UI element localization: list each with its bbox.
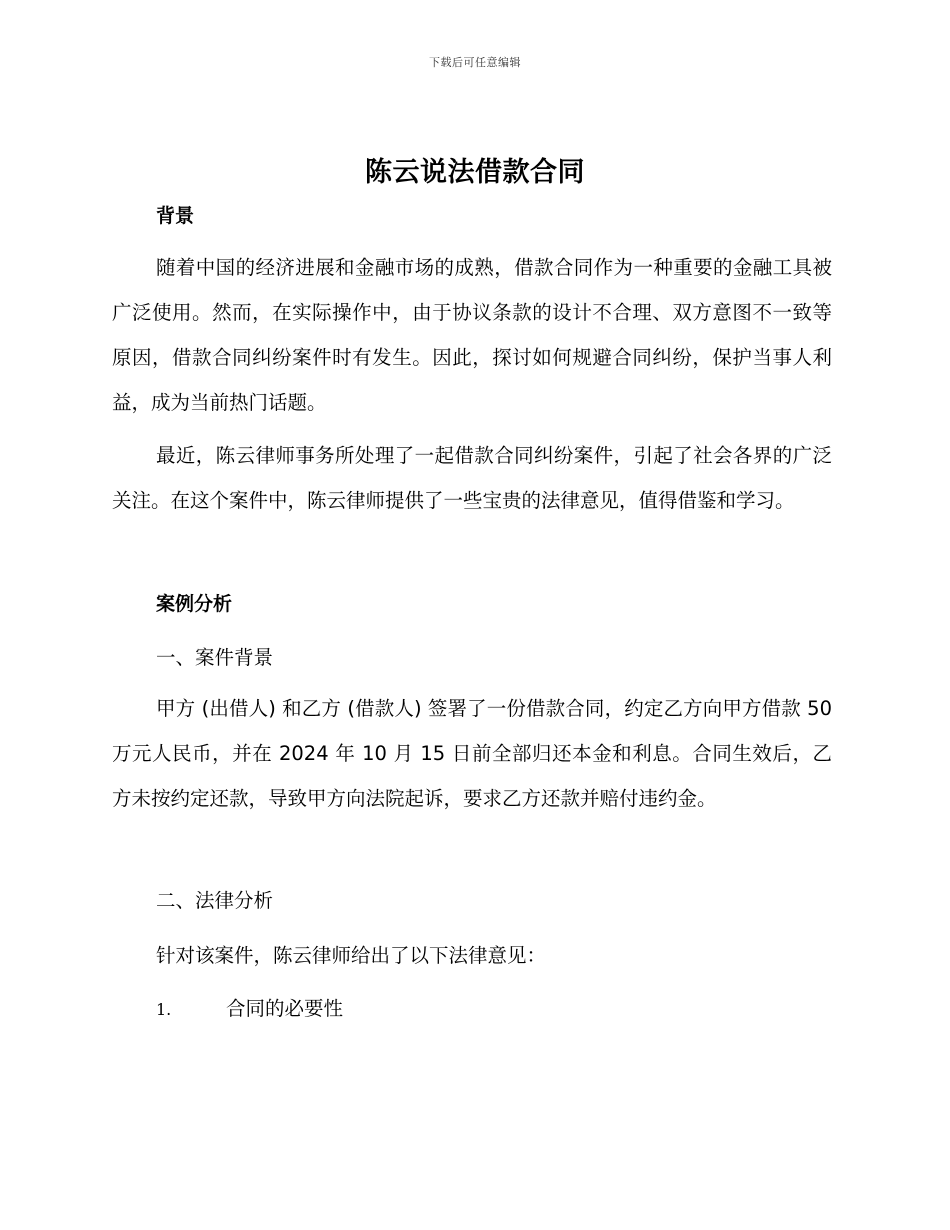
- page-header: 下载后可任意编辑: [429, 56, 521, 69]
- heading-background: 背景: [156, 205, 195, 227]
- subheading-legal-analysis: 二、法律分析: [156, 889, 274, 912]
- paragraph-case-1: 甲方 (出借人) 和乙方 (借款人) 签署了一份借款合同，约定乙方向甲方借款 50 万元人民币，并在 2024 年 10 月 15 日前全部归还本金和利息。合同生效后，乙方未按约定还款，导致甲方向法院起诉，要求乙方还款并赔付违约金。: [112, 697, 832, 810]
- paragraph-background-1: 随着中国的经济进展和金融市场的成熟，借款合同作为一种重要的金融工具被广泛使用。然而，在实际操作中，由于协议条款的设计不合理、双方意图不一致等原因，借款合同纠纷案件时有发生。因此，探讨如何规避合同纠纷，保护当事人利益，成为当前热门话题。: [112, 256, 832, 414]
- list-item-text: 合同的必要性: [226, 997, 344, 1020]
- subheading-case-background: 一、案件背景: [156, 646, 274, 669]
- document-title: 陈云说法借款合同: [365, 157, 585, 188]
- heading-case-analysis: 案例分析: [156, 593, 233, 615]
- paragraph-background-2: 最近，陈云律师事务所处理了一起借款合同纠纷案件，引起了社会各界的广泛关注。在这个案件中，陈云律师提供了一些宝贵的法律意见，值得借鉴和学习。: [112, 444, 832, 512]
- paragraph-case-2: 针对该案件，陈云律师给出了以下法律意见：: [156, 944, 547, 967]
- list-item: [156, 993, 343, 1021]
- list-item-number: 1.: [156, 1000, 172, 1019]
